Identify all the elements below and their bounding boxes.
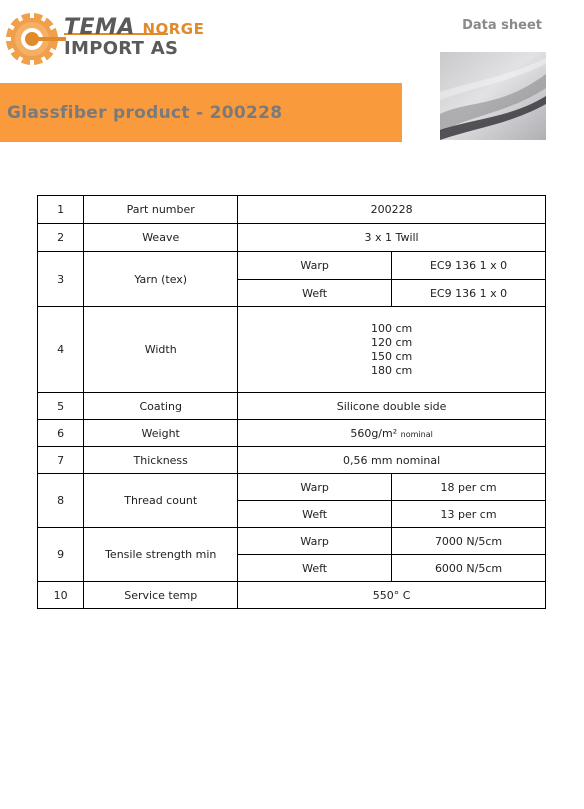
sub-label: Weft: [238, 501, 392, 528]
row-number: 3: [38, 252, 84, 307]
sub-label: Warp: [238, 252, 392, 280]
width-value: 100 cm: [370, 321, 413, 335]
spec-table: [37, 195, 546, 609]
sub-label: Warp: [238, 528, 392, 555]
row-value: 3 x 1 Twill: [238, 224, 546, 252]
logo-norge: NORGE: [142, 20, 205, 38]
row-label: Coating: [84, 393, 238, 420]
row-value: 200228: [238, 196, 546, 224]
table-row: [38, 252, 546, 280]
weight-value: 560g/m²: [350, 426, 398, 440]
sub-label: Weft: [238, 280, 392, 307]
row-number: 5: [38, 393, 84, 420]
row-number: 4: [38, 307, 84, 393]
row-number: 10: [38, 582, 84, 609]
sub-value: EC9 136 1 x 0: [392, 280, 546, 307]
row-number: 8: [38, 474, 84, 528]
row-label: Weight: [84, 420, 238, 447]
doc-type-label: Data sheet: [462, 18, 542, 33]
sub-label: Warp: [238, 474, 392, 501]
row-value: 0,56 mm nominal: [238, 447, 546, 474]
row-value: 550° C: [238, 582, 546, 609]
sub-value: 7000 N/5cm: [392, 528, 546, 555]
sub-label: Weft: [238, 555, 392, 582]
row-label: Part number: [84, 196, 238, 224]
width-value: 180 cm: [370, 363, 413, 377]
table-row: [38, 307, 546, 393]
sub-value: 6000 N/5cm: [392, 555, 546, 582]
table-row: [38, 393, 546, 420]
row-label: Weave: [84, 224, 238, 252]
row-label: Service temp: [84, 582, 238, 609]
table-row: [38, 196, 546, 224]
row-label: Tensile strength min: [84, 528, 238, 582]
row-number: 6: [38, 420, 84, 447]
table-row: [38, 447, 546, 474]
sub-value: 18 per cm: [392, 474, 546, 501]
sub-value: 13 per cm: [392, 501, 546, 528]
weight-suffix: nominal: [400, 429, 433, 439]
row-number: 1: [38, 196, 84, 224]
table-row: [38, 224, 546, 252]
page-title: Glassfiber product - 200228: [7, 103, 283, 123]
row-number: 9: [38, 528, 84, 582]
row-value: [238, 420, 546, 447]
row-number: 7: [38, 447, 84, 474]
sub-value: EC9 136 1 x 0: [392, 252, 546, 280]
row-label: Thickness: [84, 447, 238, 474]
table-row: [38, 474, 546, 501]
width-value: 120 cm: [370, 335, 413, 349]
logo-wordmark-line1: [64, 15, 204, 40]
row-value: Silicone double side: [238, 393, 546, 420]
row-label: Yarn (tex): [84, 252, 238, 307]
fabric-photo: [440, 52, 546, 140]
row-label: Width: [84, 307, 238, 393]
table-row: [38, 582, 546, 609]
logo-wordmark-line2: IMPORT AS: [64, 38, 179, 59]
row-label: Thread count: [84, 474, 238, 528]
row-number: 2: [38, 224, 84, 252]
logo-tema: TEMA: [64, 15, 135, 40]
row-value-list: [238, 307, 546, 393]
table-row: [38, 528, 546, 555]
table-row: [38, 420, 546, 447]
width-value: 150 cm: [370, 349, 413, 363]
